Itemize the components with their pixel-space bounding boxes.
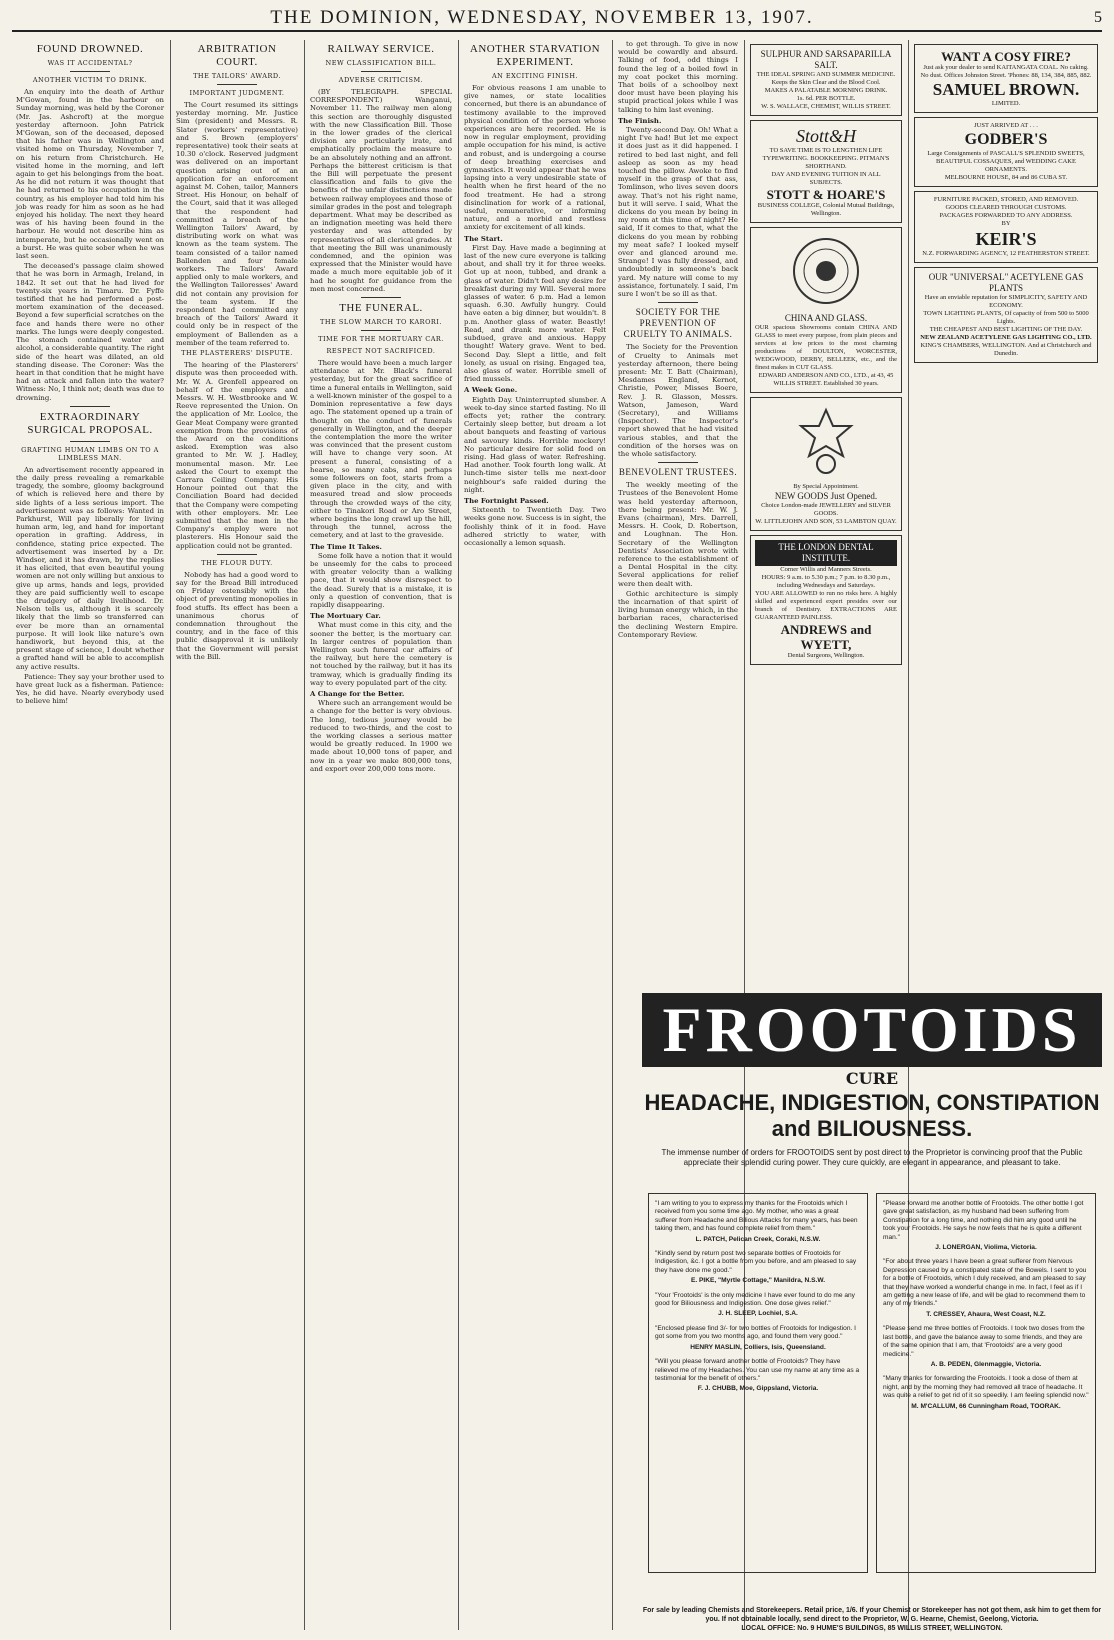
section-heading: The Time It Takes. xyxy=(310,542,382,551)
section-heading: A Week Gone. xyxy=(464,386,518,395)
ad-text: KING'S CHAMBERS, WELLINGTON. And at Christchurch and Dunedin. xyxy=(920,342,1092,357)
article-text: Nobody has had a good word to say for the Bread Bill introduced on Friday ostensibly with the object of preventing monopolies in food stuffs. Its effect has been a unanimous chorus of condemnation throughout the country, and in the face of this public disapproval it is unlikely that the Government will persist with the Bill. xyxy=(176,570,298,661)
divider xyxy=(361,297,401,298)
london-dental-ad xyxy=(750,535,902,665)
article-text: First Day. Have made a beginning at last of the new cure everyone is talking about, and shall try it for three weeks. Got up at noon, tubbed, and drank a glass of water. Didn't feel any desire for breakfast during my Will. Several more glasses of water. 6 p.m. Had a lemon squash. 6.30. Awfully hungry. Could have eaten a big dinner, but wouldn't. 8 p.m. Another glass of water. Beastly! Read, and drank more water. Felt subdued, grave and anxious. Happy thought! Watery grave. Went to bed. Second Day. Slept a little, and felt lonely, as usual on rising. Engaged tea, also glass of water. Horrible smell of fried mussels. xyxy=(464,243,606,384)
ad-text: Have an enviable reputation for SIMPLICITY, SAFETY AND ECONOMY. xyxy=(924,294,1088,309)
ad-text: Keeps the Skin Clear and the Blood Cool. xyxy=(771,79,881,86)
ad-text: W. S. WALLACE, CHEMIST, WILLIS STREET. xyxy=(761,103,891,110)
testimonial: "Please forward me another bottle of Frootoids. The other bottle I got gave great satisfaction, as my husband had been suffering from Constipation for a long time, and nothing did him any good until he took your Frootoids. He says he now feels that he is quite a different man." xyxy=(883,1200,1084,1241)
ad-text: NEW ZEALAND ACETYLENE GAS LIGHTING CO., LTD. xyxy=(920,334,1092,341)
ad-text: JUST ARRIVED AT . . . xyxy=(974,122,1038,129)
section-heading: The Start. xyxy=(464,234,503,243)
cosy-fire-ad xyxy=(914,44,1098,113)
article-text: An enquiry into the death of Arthur M'Gowan, found in the harbour on Sunday morning, was held by the Coroner (Mr. Jas. Ashcroft) at the morgue yesterday afternoon. John Patrick M'Gowan, son of the deceased, deposed that his father was in Wellington and visited home on Thursday, November 7, on his return from Christchurch. He visited home in the morning, and left again to get his belongings from the boat. As he did not return it was thought that he had returned to his occupation in the country, as his employer had told him his job was ready for him as soon as he had enjoyed his holiday. The next they heard was of his having been found in the harbour. He would not describe him as intemperate, but he occasionally went on a burst. He was quite sober when he was last seen. xyxy=(16,88,164,261)
article-text: Sixteenth to Twentieth Day. Two weeks gone now. Success is in sight, the foolishly think of it in food. Have adhered strictly to water, with occasionally a lemon squash. xyxy=(464,506,606,547)
ad-text: PACKAGES FORWARDED TO ANY ADDRESS. xyxy=(939,212,1073,219)
ad-text: MAKES A PALATABLE MORNING DRINK. xyxy=(764,87,888,94)
column-ads-middle xyxy=(746,40,906,990)
article-text: What must come in this city, and the sooner the better, is the mortuary car. In larger centres of population than Wellington such funeral car affairs of the railway, but here the cemetery is not touched by the railway, but it has its tramway, which is gradually finding its way to every populated part of the city. xyxy=(310,621,452,687)
article-heading: SOCIETY FOR THE PREVENTION OF CRUELTY TO ANIMALS. xyxy=(623,307,733,340)
ad-text: LIMITED. xyxy=(991,100,1021,107)
testimonial: "Your 'Frootoids' is the only medicine I have ever found to do me any good for Biliousness and Indigestion. One dose gives relief." xyxy=(655,1291,855,1308)
article-text: The Society for the Prevention of Cruelty to Animals met yesterday afternoon, there being present: Mr. T. Batt (Chairman), Mesdames England, Kernot, Christie, Power, Misses Boere, Rev. J. R. Glasson, Messrs. Watson, Jameson, Ward (Secretary), and Williams (Inspector). The Inspector's report showed that he had visited various stables, and that the condition of the horses was on the whole satisfactory. xyxy=(618,343,738,458)
article-subheading: NEW CLASSIFICATION BILL. xyxy=(325,59,437,67)
article-text: to get through. To give in now would be cowardly and absurd. Talking of food, odd things I found the leg of a boiled fowl in my coat pocket this morning. That boils of a schoolboy next door must have been playing his stupid practical jokes while I was talking to him last evening. xyxy=(618,40,738,114)
frootoids-illnesses: and BILIOUSNESS. xyxy=(771,1116,973,1141)
frootoids-illnesses: HEADACHE, INDIGESTION, CONSTIPATION xyxy=(644,1090,1100,1115)
ad-text: TO SAVE TIME IS TO LENGTHEN LIFE xyxy=(769,147,883,154)
divider xyxy=(70,406,110,407)
section-heading: The Fortnight Passed. xyxy=(464,496,549,505)
ad-text: DAY AND EVENING TUITION IN ALL SUBJECTS. xyxy=(771,171,881,186)
ad-text: 1s. 6d. PER BOTTLE. xyxy=(796,95,856,102)
article-text: Gothic architecture is simply the incarnation of that spirit of living human energy which, in the barbarian races, characterised the declining Western Empire. Contemporary Review. xyxy=(618,589,738,639)
article-text: The hearing of the Plasterers' dispute was then proceeded with. Mr. W. A. Grenfell appeared on behalf of the employers and Messrs. W. H. Westbrooke and W. Reeve represented the Union. On the application of Mr. Loolce, the Gear Meat Company were granted exemption from the provisions of the Award on the conditions asked. Exemption was also granted to Mr. W. J. Hadley, monumental mason. Mr. Lee asked the Court to exempt the Carrara Ceiling Company. His Honour pointed out that the Conciliation Board had decided that the Company were competing with other employers. Mr. Lee submitted that the men in the Company's employ were not plasterers. His Honour said the application could not be granted. xyxy=(176,361,298,550)
testimonial-signature: J. LONERGAN, Violima, Victoria. xyxy=(935,1244,1037,1252)
column-rule xyxy=(170,40,171,1630)
testimonials-left xyxy=(648,1193,868,1573)
testimonial-signature: J. H. SLEEP, Lochiel, S.A. xyxy=(718,1310,798,1318)
ad-text: N.Z. FORWARDING AGENCY, 12 FEATHERSTON STREET. xyxy=(922,250,1090,257)
divider xyxy=(217,84,257,85)
testimonial-signature: M. M'CALLUM, 66 Cunningham Road, TOORAK. xyxy=(911,1402,1061,1410)
ad-text: Large Consignments of PASCALL'S SPLENDID SWEETS, BEAUTIFUL COSSAQUES, and WEDDING CAKE ORNAMENTS. xyxy=(927,150,1085,173)
sulphur-ad xyxy=(750,44,902,116)
article-text: There would have been a much larger attendance at Mr. Black's funeral yesterday, but for the great sacrifice of time a funeral entails in Wellington, said a well-known minister of the gospel to a Dominion representative a few days ago. The statement opened up a train of thought on the conduct of funerals generally in Wellington, and the deeper the contemplation the more the writer was convinced that the present custom will have to change very soon. At present a funeral, consisting of a hearse, so many cabs, and perhaps some followers on foot, starts from a given place in the city, and with measured tread and slow proceeds through the crowded ways of the city, either to Tinakori Road or Aro Street, where begins the long crawl up the hill, through the tunnel, across the cemetery, and at last to the graveside. xyxy=(310,359,452,540)
ad-heading: WANT A COSY FIRE? xyxy=(941,49,1071,64)
ad-text: Just ask your dealer to send KAITANGATA COAL. No caking. No dust. Offices Johnston Street. 'Phones: 88, 134, 384, 885, 882. xyxy=(920,64,1092,79)
testimonial: "For about three years I have been a great sufferer from Nervous Depression caused by a constipated state of the Bowels. I sent to you for a bottle of Frootoids, which I duly received, and am pleased to say that they have worked a wonderful change in me. In fact, I feel as if I am getting a new lease of life, and will be glad to recommend them to any of my friends." xyxy=(883,1258,1087,1308)
ad-text: BY xyxy=(1001,220,1011,227)
ad-heading: NEW GOODS Just Opened. xyxy=(774,491,878,502)
frootoids-intro: The immense number of orders for FROOTOIDS sent by post direct to the Proprietor is convincing proof that the Public appreciate their splendid curing power. They cure quickly, are elegant in appearance, and pleasant to take. xyxy=(661,1148,1083,1167)
article-text: Twenty-second Day. Oh! What a night I've had! But let me expect it does just as it did happened. I retired to bed last night, and fell asleep as soon as my head touched the pillow. Awoke to find myself in the grasp of that ass, Tomlinson, who lives seven doors away. That's not his right name, but it will serve. I said, What the dickens do you mean by being in my room at this time of night? He said, If it comes to that, what the dickens do you mean by robbing my meat safe? I looked myself over and glanced around me. Strange! I was fully dressed, and undoubtedly in someone's back yard. My nature will come to my assistance, fortunately. I said, I'm sure I won't be so ill as that. xyxy=(618,126,738,299)
article-text: Eighth Day. Uninterrupted slumber. A week to-day since started fasting. No ill effects yet; rather the contrary. Certainly sleep better, but dream a lot about banquets and feasting of various and savoury kinds. Horrible mockery! No particular desire for solid food on rising. Had glass of water. Refreshing. Had another. Took fourth long walk. At lunch-time sister tells me next-door neighbour's safe raided during the night. xyxy=(464,395,606,494)
article-heading: ANOTHER STARVATION EXPERIMENT. xyxy=(469,43,601,68)
frootoids-title: FROOTOIDS xyxy=(642,993,1102,1067)
frootoids-footer xyxy=(642,1606,1102,1633)
column-rule xyxy=(458,40,459,1630)
article-subheading: IMPORTANT JUDGMENT. xyxy=(189,89,285,97)
ad-text: W. LITTLEJOHN AND SON, 53 LAMBTON QUAY. xyxy=(755,518,897,526)
ad-text: Choice London-made JEWELLERY and SILVER GOODS. xyxy=(761,502,891,518)
testimonial-signature: E. PIKE, "Myrtle Cottage," Manildra, N.S.W. xyxy=(690,1277,826,1285)
keirs-ad xyxy=(914,191,1098,263)
article-heading: BENEVOLENT TRUSTEES. xyxy=(618,467,738,478)
divider xyxy=(658,302,698,303)
crest-icon xyxy=(791,406,861,476)
article-subheading: RESPECT NOT SACRIFICED. xyxy=(326,347,436,356)
ad-text: THE IDEAL SPRING AND SUMMER MEDICINE. xyxy=(756,71,896,78)
ad-text: Corner Willis and Manners Streets. xyxy=(780,566,872,574)
ad-text: GOODS CLEARED THROUGH CUSTOMS. xyxy=(945,204,1067,211)
article-heading: EXTRAORDINARY SURGICAL PROPOSAL. xyxy=(27,410,153,436)
testimonial: "Will you please forward another bottle of Frootoids? They have relieved me of my Headaches. You can use my name at any time as a testimonial for the benefit of others." xyxy=(655,1358,860,1382)
ad-text: EDWARD ANDERSON AND CO., LTD., at 43, 45 WILLIS STREET. Established 30 years. xyxy=(758,372,894,388)
article-heading: FOUND DROWNED. xyxy=(36,43,144,55)
testimonial: "Please send me three bottles of Frootoids. I took two doses from the last bottle, and gave the balance away to some friends, and they are of the same opinion that I am, that 'Frootoids' are a very good medicine." xyxy=(883,1325,1085,1358)
article-subheading: GRAFTING HUMAN LIMBS ON TO A LIMBLESS MAN. xyxy=(21,445,159,462)
testimonial-signature: A. B. PEDEN, Glenmaggie, Victoria. xyxy=(930,1360,1042,1368)
divider xyxy=(70,441,110,442)
article-heading: RAILWAY SERVICE. xyxy=(327,43,435,55)
ad-text: TYPEWRITING. BOOKKEEPING. PITMAN'S SHORTHAND. xyxy=(762,155,890,170)
article-heading: THE FUNERAL. xyxy=(339,302,423,315)
ad-text: THE CHEAPEST AND BEST LIGHTING OF THE DAY. xyxy=(929,326,1083,333)
column-arbitration-court xyxy=(172,40,302,1630)
ad-heading: CHINA AND GLASS. xyxy=(784,313,868,324)
ad-heading: GODBER'S xyxy=(964,131,1048,148)
article-subheading: ANOTHER VICTIM TO DRINK. xyxy=(32,76,148,84)
column-ads-right xyxy=(910,40,1102,990)
plate-icon xyxy=(791,236,861,306)
ad-text: BUSINESS COLLEGE, Colonial Mutual Buildings, Wellington. xyxy=(757,202,895,217)
column-rule xyxy=(612,40,613,1630)
testimonial-signature: F. J. CHUBB, Moe, Gippsland, Victoria. xyxy=(697,1385,819,1393)
ad-text: MELBOURNE HOUSE, 84 and 86 CUBA ST. xyxy=(944,174,1068,181)
testimonial-signature: HENRY MASLIN, Colliers, Isis, Queensland. xyxy=(690,1343,826,1351)
article-subheading: THE SLOW MARCH TO KARORI. xyxy=(320,318,442,327)
divider xyxy=(217,554,257,555)
article-text: Patience: They say your brother used to have great luck as a fisherman. Patience: Yes, he did have. Nearly everybody used to believe him! xyxy=(16,672,164,706)
divider xyxy=(658,462,698,463)
section-heading: The Finish. xyxy=(618,116,662,125)
testimonial-signature: T. CRESSEY, Ahaura, West Coast, N.Z. xyxy=(926,1310,1046,1318)
ad-text: OUR spacious Showrooms contain CHINA AND GLASS to meet every purpose, from plain pieces and services at low prices to the most charming productions of DOULTON, WORCESTER, WEDGWOOD, DERBY, BELLEEK, etc., and the finest makes in CUT GLASS. xyxy=(755,324,897,372)
ad-text: TOWN LIGHTING PLANTS, Of capacity of from 500 to 5000 Lights. xyxy=(923,310,1089,325)
godbers-ad xyxy=(914,117,1098,187)
article-subheading: THE FLOUR DUTY. xyxy=(201,558,273,567)
testimonial: "Enclosed please find 3/- for two bottles of Frootoids for Indigestion. I got some from you two months ago, and found them very good." xyxy=(655,1324,856,1341)
ad-text: HOURS: 9 a.m. to 5.30 p.m.; 7 p.m. to 8.30 p.m., including Wednesdays and Saturdays. xyxy=(761,574,891,590)
ad-heading: ANDREWS and WYETT, xyxy=(780,622,872,653)
ad-heading: SAMUEL BROWN. xyxy=(932,80,1080,99)
column-continuation xyxy=(614,40,742,990)
ad-heading: STOTT & HOARE'S xyxy=(766,187,886,202)
article-subheading: AN EXCITING FINISH. xyxy=(491,72,579,80)
signature-logo: Stott&H xyxy=(795,126,856,146)
article-subheading: THE TAILORS' AWARD. xyxy=(193,72,281,80)
section-heading: The Mortuary Car. xyxy=(310,612,381,621)
article-text: The weekly meeting of the Trustees of the Benevolent Home was held yesterday afternoon, there being present: Mr. W. J. Evans (chairman), Mrs. Darrell, Messrs. H. Cook, D. Robertson, and Loughnan. The Hon. Secretary of the Wellington Dentists' Association wrote with reference to the establishment of a Dental Hospital in the city. Several applications for relief were then dealt with. xyxy=(618,481,738,588)
column-starvation-experiment xyxy=(460,40,610,1630)
column-found-drowned xyxy=(12,40,168,1630)
testimonial: "Kindly send by return post two separate bottles of Frootoids for Indigestion, &c. I got a bottle from you before, and am pleased to say they have done me good." xyxy=(655,1250,857,1274)
testimonials-right xyxy=(876,1193,1096,1573)
frootoids-ad xyxy=(642,993,1102,1633)
newspaper-title: THE DOMINION, WEDNESDAY, NOVEMBER 13, 1907. xyxy=(270,7,814,28)
testimonial-signature: L. PATCH, Pelican Creek, Coraki, N.S.W. xyxy=(695,1235,821,1243)
ad-text: FURNITURE PACKED, STORED, AND REMOVED. xyxy=(933,196,1079,203)
article-heading: ARBITRATION COURT. xyxy=(197,43,277,68)
ad-heading: THE LONDON DENTAL INSTITUTE. xyxy=(755,540,897,566)
column-railway-service xyxy=(306,40,456,1630)
stott-hoare-ad xyxy=(750,120,902,223)
ad-text: By Special Appointment. xyxy=(793,483,859,491)
testimonial: "Many thanks for forwarding the Frootoids. I took a dose of them at night, and by the morning they had removed all trace of headache. It was quite a relief to get rid of it so speedily. I am feeling splendid now." xyxy=(883,1375,1089,1400)
divider xyxy=(70,71,110,72)
article-text: Where such an arrangement would be a change for the better is very obvious. The long, tedious journey would be reduced to two-thirds, and the cost to the working classes a serious matter would be greatly reduced. In 1900 we made about 10,000 tons of paper, and now in a year we make 800,000 tons, and export over 200,000 tons more. xyxy=(310,699,452,773)
acetylene-ad xyxy=(914,267,1098,363)
page-number: 5 xyxy=(1094,9,1102,26)
article-text: The deceased's passage claim showed that he was born in Armagh, Ireland, in 1842. It set out that he had lived for twenty-six years in Timaru. Dr. Fyffe testified that he had performed a post-mortem examination of the deceased. Beyond a few superficial scratches on the face and hands there were no other marks. The lungs were deeply congested. The stomach contained water and alcohol, a considerable quantity. The right side of the heart was dilated, an old standing disease. The Coroner: Was the heart in that condition that he might have had an attack and fallen into the water? Witness: No, I think not; death was due to drowning. xyxy=(16,262,164,402)
divider xyxy=(361,330,401,331)
ad-heading: OUR "UNIVERSAL" ACETYLENE GAS PLANTS xyxy=(928,272,1084,293)
ad-heading: SULPHUR AND SARSAPARILLA SALT. xyxy=(760,49,892,70)
china-glass-ad xyxy=(750,227,902,393)
frootoids-cure: CURE xyxy=(845,1069,899,1088)
article-subheading: ADVERSE CRITICISM. xyxy=(338,76,424,84)
article-text: (BY TELEGRAPH. SPECIAL CORRESPONDENT.) Wanganui, November 11. The railway men along this section are thoroughly disgusted with the new Classification Bill. Those in the lower grades of the clerical division are particularly irate, and emphatically proclaim the measure to be an absolutely nothing and an affront. Perhaps the bitterest criticism is that the Bill will perpetuate the present classification and fails to give the benefits of the unfair distinctions made between railway employees and those of similar grades in the post and telegraph department. What may be described as an indignation meeting was held there yesterday and was attended by representatives of all clerical grades. At that meeting the Bill was unanimously condemned, and the opinion was expressed that the Minister would have made a much more equitable job of it had he sought for guidance from the men most concerned. xyxy=(310,88,452,293)
frootoids-sale-info: For sale by leading Chemists and Storekeepers. Retail price, 1/6. If your Chemist or Storekeeper has not got them, ask him to get them for you. If not obtainable locally, send direct to the Proprietor, W. G. Hearne, Chemist, Geelong, Victoria. xyxy=(642,1607,1102,1623)
article-text: For obvious reasons I am unable to give names, or state localities concerned, but there is an abundance of testimony available to the improved physical condition of the person whose experiences are here recorded. He is now in regular employment, providing ample occupation for his mind, is active and robust, and is undergoing a course of deep breathing exercises and gymnastics. It would appear that he was lapsing into a very undesirable state of health when he first heard of the no food treatment. He had a strong disinclination for work of a rational, useful, remunerative, or informing nature, and a morbid and restless anxiety for excitement of all kinds. xyxy=(464,84,606,232)
article-text: An advertisement recently appeared in the daily press revealing a remarkable tragedy, the sombre, gloomy background of which is relieved here and there by side lights of a less serious import. The advertisement was as follows: Wanted in Parkhurst, Will pay liberally for living human arm, leg, and hand for important operation in grafting. Address, in confidence, stating price expected. The advertisement was inserted by a Dr. Windsor, and it has drawn, by the replies it has elicited, that even beautiful young women are not only willing but anxious to give up arms, hands and legs, provided they are paid sufficiently well to escape the drudgery of daily livelihood. Dr. Nelson tells us, although it is scarcely likely that the limb so transferred can ever be more than an ornamental purpose. It will look like nature's own handiwork, but beyond this, at the present stage of science, I doubt whether a grafted hand will be able to accomplish any active results. xyxy=(16,465,164,671)
article-text: Some folk have a notion that it would be unseemly for the cabs to proceed with greater velocity than a walking pace, that it would show disrespect to the dead. Surely that is a mistake, it is only a question of convention, that is rapidly disappearing. xyxy=(310,551,452,609)
ad-text: Dental Surgeons, Wellington. xyxy=(787,652,865,660)
article-subheading: WAS IT ACCIDENTAL? xyxy=(47,59,133,67)
masthead xyxy=(12,6,1102,32)
section-heading: A Change for the Better. xyxy=(310,690,405,698)
article-subheading: THE PLASTERERS' DISPUTE. xyxy=(181,349,293,358)
ad-heading: KEIR'S xyxy=(975,229,1037,249)
testimonial: "I am writing to you to express my thanks for the Frootoids which I received from you some time ago. My mother, who was a great sufferer from Headache and Bilious Attacks for many years, has been taking them, and has found complete relief from them." xyxy=(655,1200,858,1233)
ad-text: YOU ARE ALLOWED to run no risks here. A highly skilled and experienced expert presides over our branch of Dentistry. EXTRACTIONS ARE GUARANTEED PAINLESS. xyxy=(755,590,897,622)
divider xyxy=(361,71,401,72)
article-text: The Court resumed its sittings yesterday morning. Mr. Justice Sim (president) and Messrs. R. Slater (workers' representative) and S. Brown (employers' representative) took their seats at 10.30 o'clock. Reserved judgment was delivered on an important question arising out of an application for an enforcement against M. Cohen, tailor, Manners Street. His Honour, on behalf of the Court, said that it was alleged that the respondent had committed a breach of the Wellington Tailors' Award, by distributing work on what was known as the team system. The team consisted of a tailor named Ballenden and four female workers. The Tailors' Award applied only to male workers, and the Wellington Tailoresses' Award did not contain any provision for the team system. If the respondent had committed any breach of the Tailors' Award it could only be in respect of the employment of Ballenden as a member of the team referred to. xyxy=(176,101,298,347)
column-rule xyxy=(304,40,305,1630)
frootoids-local-office: LOCAL OFFICE: No. 9 HUME'S BUILDINGS, 85 WILLIS STREET, WELLINGTON. xyxy=(741,1625,1003,1632)
article-subheading: TIME FOR THE MORTUARY CAR. xyxy=(318,335,444,344)
jeweller-ad xyxy=(750,397,902,531)
